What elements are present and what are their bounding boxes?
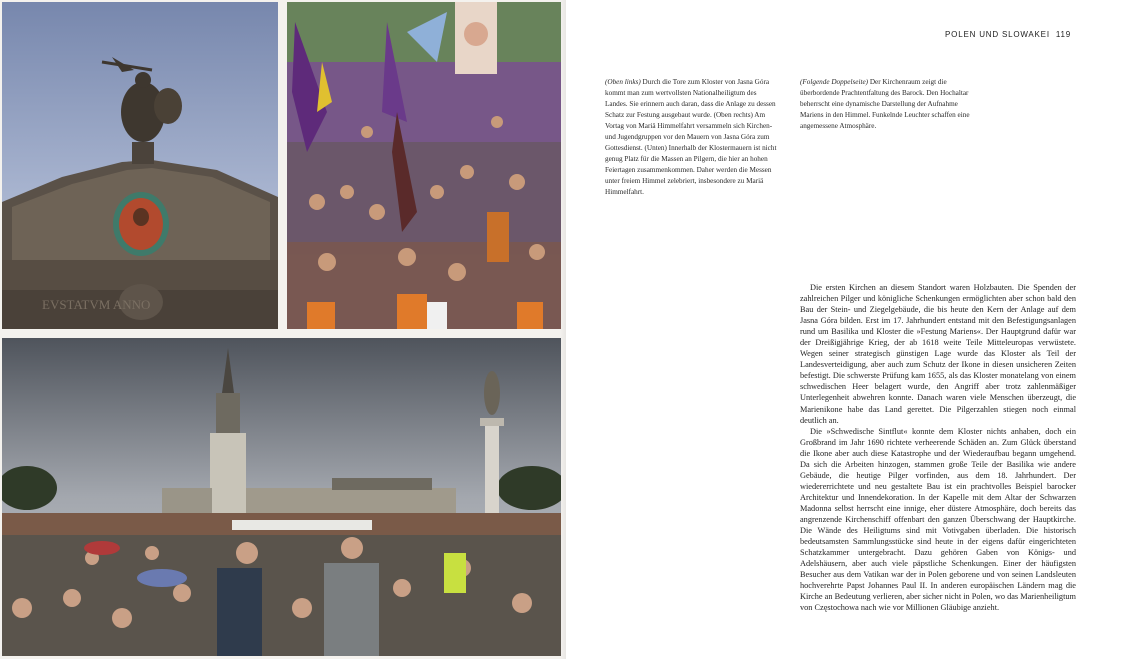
photo-caption-left — [605, 77, 777, 198]
caption-text: Der Kirchenraum zeigt die überbordende Prachtentfaltung des Barock. Den Hochaltar beherrscht eine dynamische Darstellung der Aufnahme Mariens in den Himmel. Funkelnde Leuchter schaffen eine angemessene Atmosphäre. — [800, 78, 970, 130]
running-header-title: POLEN UND SLOWAKEI — [945, 30, 1050, 39]
gate-inscription: EVSTATVM ANNO — [42, 297, 151, 312]
gate-illustration — [2, 2, 278, 329]
caption-lead: (Oben links) — [605, 78, 641, 86]
body-text — [800, 282, 1076, 613]
body-paragraph: Die ersten Kirchen an diesem Standort waren Holzbauten. Die Spenden der zahlreichen Pilger und königliche Schenkungen ermöglichten aber schon bald den Bau der Stein- und Ziegelgebäude, die bis heute den Kern der Anlage auf dem Jasna Góra bilden. Erst im 17. Jahrhundert entstand mit den Befestigungsanlagen rund um Basilika und Kloster die »Festung Mariens«. Der Hauptgrund dafür war der Dreißigjährige Krieg, der ab 1618 weite Teile Mitteleuropas verwüstete. Wegen seiner strategisch günstigen Lage wurde das Kloster als Teil der Landesverteidigung, aber auch zum Schutz der Ikone in diesen unsicheren Zeiten befestigt. Die schwerste Prüfung kam 1655, als das Kloster monatelang von einem schwedischen Heer belagert wurde, den Angriff aber trotz zahlenmäßiger Unterlegenheit abwehren konnte. Danach waren viele Menschen überzeugt, die Marienikone habe das Land gerettet. Die Pilgerzahlen stiegen noch einmal deutlich an. — [800, 283, 1076, 425]
caption-text: Durch die Tore zum Kloster von Jasna Góra kommt man zum wertvollsten Nationalheiligtum des Landes. Sie erinnern auch daran, dass die Anlage zu dessen Schatz zur Festung ausgebaut wurde. (Oben rechts) Am Vortag von Mariä Himmelfahrt versammeln sich Kirchen- und Jugendgruppen vor den Mauern von Jasna Góra zum Gottesdienst. (Unten) Innerhalb der Klostermauern ist nicht genug Platz für die Massen an Pilgern, die hier an hohen Feiertagen zusammenkommen. Daher werden die Messen unter freiem Himmel zelebriert, insbesondere zu Mariä Himmelfahrt. — [605, 78, 777, 196]
body-paragraph: Die »Schwedische Sintflut« konnte dem Kloster nichts anhaben, doch ein Großbrand im Jahr 1690 richtete verheerende Schäden an. Zum Glück überstand die Ikone aber auch diese Katastrophe und der Wiederaufbau begann umgehend. Da sich die Arbeiten hinzogen, stammen große Teile der Basilika wie andere Gebäude, die heutige Pilger vorfinden, aus dem 18. Jahrhundert. Der wiedererrichtete und neu gestaltete Bau ist ein prachtvolles Beispiel barocker Architektur und Innendekoration. In der Kapelle mit dem Altar der Schwarzen Madonna selbst herrscht eine innige, eher düstere Atmosphäre, doch bereits das angrenzende Kirchenschiff offenbart den ganzen Überschwang der Hauptkirche. Die Wände des Heiligtums sind mit Votivgaben überladen. Die historisch bedeutsamsten Sammlungsstücke sind heute in der eigens dafür eingerichteten Schatzkammer untergebracht. Dazu gehören Gaben von Königs- und Adelshäusern, aber auch viele päpstliche Schenkungen. Einer der häufigsten Besucher aus dem Vatikan war der in Polen geborene und von seinen Landsleuten hochverehrte Papst Johannes Paul II. In anderen europäischen Ländern mag die Kirche an Bedeutung verlieren, aber sicher nicht in Polen, wo das Marienheiligtum von Częstochowa nach wie vor Millionen Gläubige anzieht. — [800, 426, 1076, 613]
basilica-illustration — [2, 338, 561, 656]
left-page — [0, 0, 566, 659]
photo-pilgrim-crowd — [287, 2, 561, 329]
page-number: 119 — [1055, 30, 1071, 39]
photo-monastery-gate — [2, 2, 278, 329]
photo-caption-right — [800, 77, 980, 132]
crowd-illustration — [287, 2, 561, 329]
photo-basilica-mass — [2, 338, 561, 656]
running-header — [945, 30, 1071, 39]
caption-lead: (Folgende Doppelseite) — [800, 78, 869, 86]
